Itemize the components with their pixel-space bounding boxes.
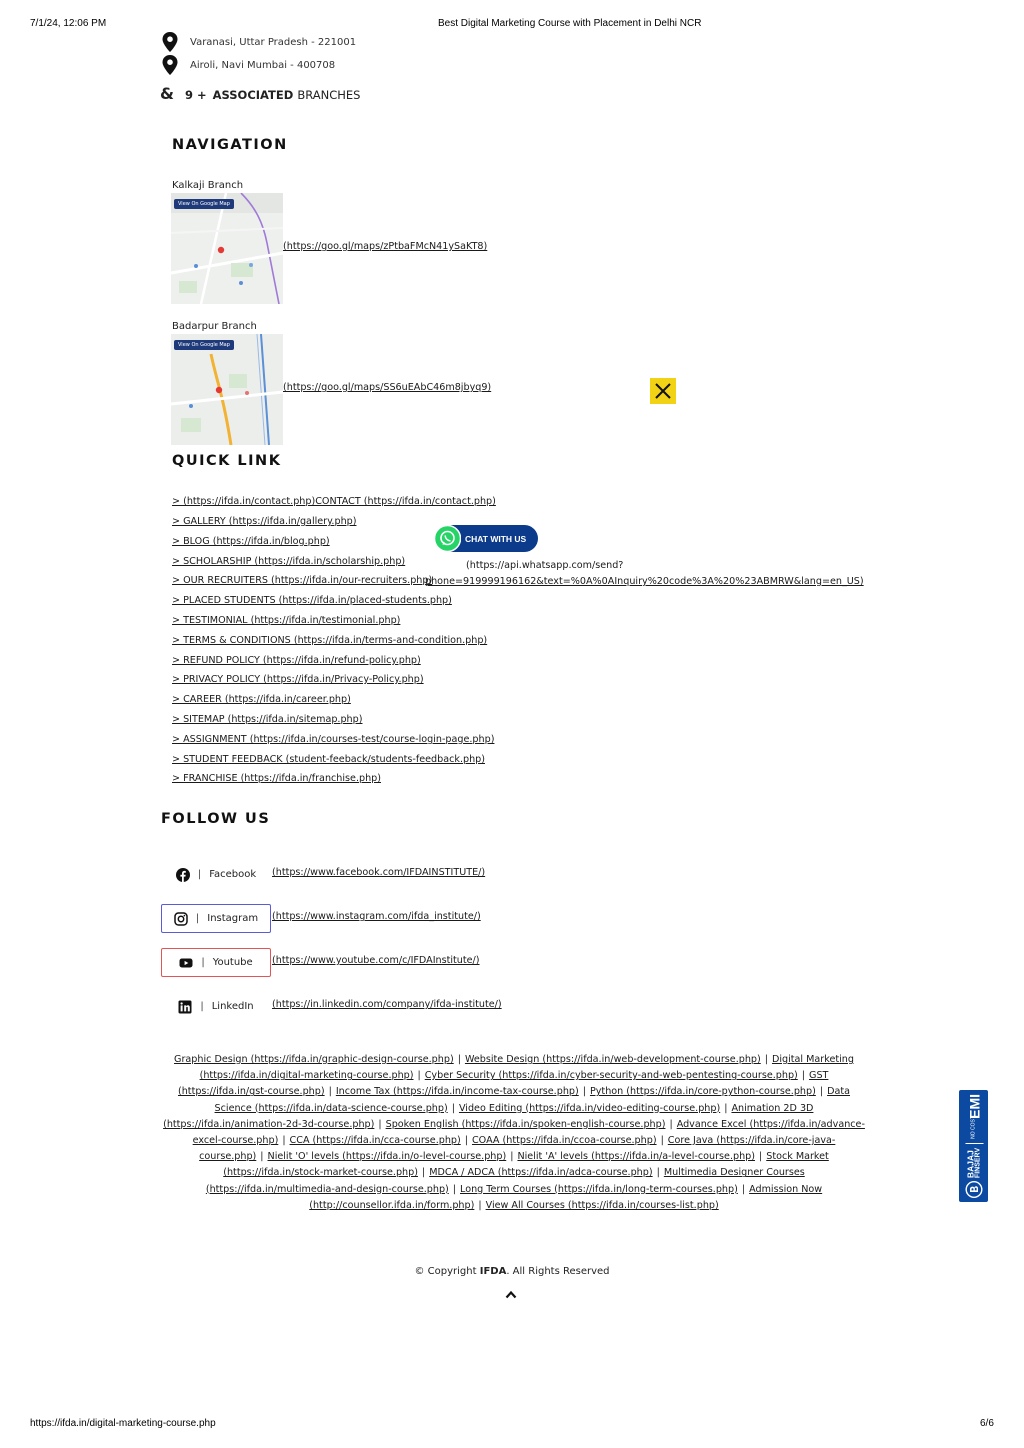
- quick-link-assignment[interactable]: > ASSIGNMENT (https://ifda.in/courses-test/course-login-page.php): [172, 734, 495, 745]
- print-url: https://ifda.in/digital-marketing-course.php: [30, 1418, 216, 1429]
- course-link-video-editing[interactable]: Video Editing (https://ifda.in/video-editing-course.php): [458, 1102, 721, 1114]
- follow-us-title: FOLLOW US: [161, 811, 271, 827]
- instagram-link[interactable]: (https://www.instagram.com/ifda_institute/): [272, 911, 481, 922]
- location-text: Varanasi, Uttar Pradesh - 221001: [190, 36, 357, 48]
- quick-link-career[interactable]: > CAREER (https://ifda.in/career.php): [172, 694, 351, 705]
- course-link-core-java[interactable]: Core Java (https://ifda.in/core-java-course.php): [199, 1135, 836, 1163]
- youtube-icon: [179, 956, 193, 970]
- course-link-graphic-design[interactable]: Graphic Design (https://ifda.in/graphic-design-course.php): [174, 1054, 454, 1065]
- whatsapp-link-line1[interactable]: (https://api.whatsapp.com/send?: [466, 560, 624, 571]
- quick-link-contact[interactable]: > (https://ifda.in/contact.php)CONTACT (https://ifda.in/contact.php): [172, 496, 496, 507]
- course-link-stock-market[interactable]: Stock Market (https://ifda.in/stock-market-course.php): [223, 1151, 829, 1179]
- bajaj-brand-line2: FINSERV: [973, 1147, 981, 1179]
- print-page-number: 6/6: [980, 1418, 994, 1429]
- course-link-cyber-security[interactable]: Cyber Security (https://ifda.in/cyber-security-and-web-pentesting-course.php): [424, 1070, 798, 1082]
- course-link-digital-marketing[interactable]: Digital Marketing (https://ifda.in/digital-marketing-course.php): [199, 1054, 854, 1082]
- emi-badge-content: [959, 1090, 988, 1202]
- course-links: Graphic Design (https://ifda.in/graphic-design-course.php) | Website Design (https://ifda.in/web-development-course.php) | Digital Marketing (https://ifda.in/digital-marketing-course.php) | Cyber Security (https://ifda.in/cyber-security-and-web-pentesting-course.php) | GST (https://ifda.in/gst-course.php) | Income Tax (https://ifda.in/income-tax-course.php) | Python (https://ifda.in/core-python-course.php) | Data Science (https://ifda.in/data-science-course.php) | Video Editing (https://ifda.in/video-editing-course.php) | Animation 2D 3D (https://ifda.in/animation-2d-3d-course.php) | Spoken English (https://ifda.in/spoken-english-course.php) | Advance Excel (https://ifda.in/advance-excel-course.php) | CCA (https://ifda.in/cca-course.php) | COAA (https://ifda.in/ccoa-course.php) | Core Java (https://ifda.in/core-java-course.php) | Nielit 'O' levels (https://ifda.in/o-level-course.php) | Nielit 'A' levels (https://ifda.in/a-level-course.php) | Stock Market (https://ifda.in/stock-market-course.php) | MDCA / ADCA (https://ifda.in/adca-course.php) | Multimedia Designer Courses (https://ifda.in/multimedia-and-design-course.php) | Long Term Courses (https://ifda.in/long-term-courses.php) | Admission Now (http://counsellor.ifda.in/form.php) | View All Courses (https://ifda.in/courses-list.php): [163, 1054, 865, 1211]
- course-link-multimedia[interactable]: Multimedia Designer Courses (https://ifda.in/multimedia-and-design-course.php): [205, 1167, 805, 1195]
- print-title: Best Digital Marketing Course with Placement in Delhi NCR: [438, 18, 702, 29]
- quick-link-testimonial[interactable]: > TESTIMONIAL (https://ifda.in/testimonial.php): [172, 615, 401, 626]
- linkedin-icon: [178, 1000, 192, 1014]
- course-link-income-tax[interactable]: Income Tax (https://ifda.in/income-tax-course.php): [335, 1086, 579, 1098]
- bajaj-brand-line1: BAJAJ: [964, 1150, 975, 1179]
- quick-link-blog[interactable]: > BLOG (https://ifda.in/blog.php): [172, 536, 330, 547]
- bajaj-emi-badge[interactable]: [959, 1090, 988, 1202]
- ampersand-icon: &: [160, 84, 174, 103]
- quick-link-franchise[interactable]: > FRANCHISE (https://ifda.in/franchise.php): [172, 773, 381, 784]
- whatsapp-link-line2[interactable]: phone=919999196162&text=%0A%0AInquiry%20code%3A%20%23ABMRW&lang=en_US): [425, 576, 864, 587]
- kalkaji-map-link[interactable]: (https://goo.gl/maps/zPtbaFMcN41ySaKT8): [283, 241, 488, 252]
- badarpur-branch-label: Badarpur Branch: [172, 321, 257, 332]
- emi-no-cost: NO COST: [970, 1116, 976, 1139]
- branches-bold: ASSOCIATED: [212, 88, 294, 102]
- course-link-advance-excel[interactable]: Advance Excel (https://ifda.in/advance-excel-course.php): [192, 1118, 865, 1147]
- course-link-cca[interactable]: CCA (https://ifda.in/cca-course.php): [289, 1135, 461, 1147]
- course-link-coaa[interactable]: COAA (https://ifda.in/ccoa-course.php): [471, 1135, 657, 1147]
- youtube-button[interactable]: | Youtube: [161, 948, 271, 977]
- location-text: Airoli, Navi Mumbai - 400708: [190, 59, 336, 71]
- quick-link-gallery[interactable]: > GALLERY (https://ifda.in/gallery.php): [172, 516, 357, 527]
- print-datetime: 7/1/24, 12:06 PM: [30, 18, 107, 29]
- course-link-animation[interactable]: Animation 2D 3D (https://ifda.in/animation-2d-3d-course.php): [163, 1102, 814, 1130]
- location-pin-icon: [162, 55, 178, 75]
- emi-label: EMI: [965, 1093, 982, 1119]
- quick-link-refund-policy[interactable]: > REFUND POLICY (https://ifda.in/refund-policy.php): [172, 655, 421, 666]
- linkedin-button[interactable]: | LinkedIn: [161, 992, 271, 1021]
- instagram-button[interactable]: | Instagram: [161, 904, 271, 933]
- copyright-suffix: . All Rights Reserved: [506, 1266, 610, 1277]
- quick-link-sitemap[interactable]: > SITEMAP (https://ifda.in/sitemap.php): [172, 714, 363, 725]
- quick-link-recruiters[interactable]: > OUR RECRUITERS (https://ifda.in/our-recruiters.php): [172, 575, 433, 586]
- quick-link-terms[interactable]: > TERMS & CONDITIONS (https://ifda.in/terms-and-condition.php): [172, 635, 488, 646]
- course-link-gst[interactable]: GST (https://ifda.in/gst-course.php): [177, 1070, 829, 1098]
- whatsapp-chat-button[interactable]: [434, 525, 538, 552]
- facebook-label: Facebook: [209, 869, 257, 880]
- kalkaji-branch-label: Kalkaji Branch: [172, 180, 244, 191]
- course-link-long-term[interactable]: Long Term Courses (https://ifda.in/long-term-courses.php): [460, 1183, 738, 1195]
- badarpur-map-link[interactable]: (https://goo.gl/maps/SS6uEAbC46m8jbyq9): [283, 382, 492, 393]
- view-on-google-map-button[interactable]: View On Google Map: [174, 199, 234, 209]
- location-row: [162, 32, 356, 52]
- branches-rest: BRANCHES: [297, 88, 361, 102]
- navigation-title: NAVIGATION: [172, 137, 288, 153]
- course-link-admission[interactable]: Admission Now (http://counsellor.ifda.in/form.php): [309, 1183, 823, 1211]
- course-link-view-all[interactable]: View All Courses (https://ifda.in/courses-list.php): [485, 1199, 719, 1211]
- map-image: [171, 193, 283, 304]
- quick-link-student-feedback[interactable]: > STUDENT FEEDBACK (student-feeback/students-feedback.php): [172, 754, 485, 765]
- course-link-data-science[interactable]: Data Science (https://ifda.in/data-science-course.php): [214, 1086, 850, 1114]
- copyright: [0, 1266, 1024, 1277]
- map-image: [171, 334, 283, 445]
- chevron-up-icon: [505, 1290, 517, 1299]
- quick-link-scholarship[interactable]: > SCHOLARSHIP (https://ifda.in/scholarship.php): [172, 556, 406, 567]
- scroll-to-top-button[interactable]: [505, 1284, 517, 1303]
- view-on-google-map-button[interactable]: View On Google Map: [174, 340, 234, 350]
- emi-divider: [965, 1143, 983, 1144]
- course-link-nielit-o-level[interactable]: Nielit 'O' levels (https://ifda.in/o-level-course.php): [267, 1151, 507, 1163]
- location-pin-icon: [162, 32, 178, 52]
- copyright-brand: IFDA: [479, 1266, 507, 1277]
- course-link-mdca-adca[interactable]: MDCA / ADCA (https://ifda.in/adca-course.php): [429, 1167, 653, 1179]
- instagram-icon: [174, 912, 188, 926]
- close-button[interactable]: [650, 378, 676, 404]
- course-link-python[interactable]: Python (https://ifda.in/core-python-course.php): [589, 1086, 816, 1098]
- bajaj-logo-icon: [965, 1181, 982, 1198]
- associated-branches: [160, 84, 360, 103]
- youtube-label: Youtube: [212, 957, 253, 968]
- whatsapp-icon: [434, 525, 461, 552]
- close-icon: [654, 382, 672, 400]
- course-link-nielit-a-level[interactable]: Nielit 'A' levels (https://ifda.in/a-level-course.php): [517, 1151, 755, 1163]
- copyright-prefix: © Copyright: [414, 1266, 477, 1277]
- badarpur-map-thumbnail[interactable]: [171, 334, 283, 445]
- facebook-button[interactable]: | Facebook: [161, 860, 271, 889]
- instagram-label: Instagram: [207, 913, 259, 924]
- linkedin-label: LinkedIn: [211, 1001, 254, 1012]
- branch-count: 9 +: [184, 88, 207, 102]
- linkedin-link[interactable]: (https://in.linkedin.com/company/ifda-institute/): [272, 999, 502, 1010]
- youtube-link[interactable]: (https://www.youtube.com/c/IFDAInstitute/): [272, 955, 480, 966]
- facebook-icon: [176, 868, 190, 882]
- course-link-website-design[interactable]: Website Design (https://ifda.in/web-development-course.php): [464, 1054, 761, 1065]
- course-link-spoken-english[interactable]: Spoken English (https://ifda.in/spoken-english-course.php): [385, 1118, 666, 1130]
- facebook-link[interactable]: (https://www.facebook.com/IFDAINSTITUTE/): [272, 867, 486, 878]
- quick-link-placed-students[interactable]: > PLACED STUDENTS (https://ifda.in/placed-students.php): [172, 595, 452, 606]
- quick-link-title: QUICK LINK: [172, 453, 282, 469]
- whatsapp-chat-label: CHAT WITH US: [465, 533, 527, 544]
- kalkaji-map-thumbnail[interactable]: [171, 193, 283, 304]
- quick-link-privacy-policy[interactable]: > PRIVACY POLICY (https://ifda.in/Privacy-Policy.php): [172, 674, 424, 685]
- location-row: [162, 55, 335, 75]
